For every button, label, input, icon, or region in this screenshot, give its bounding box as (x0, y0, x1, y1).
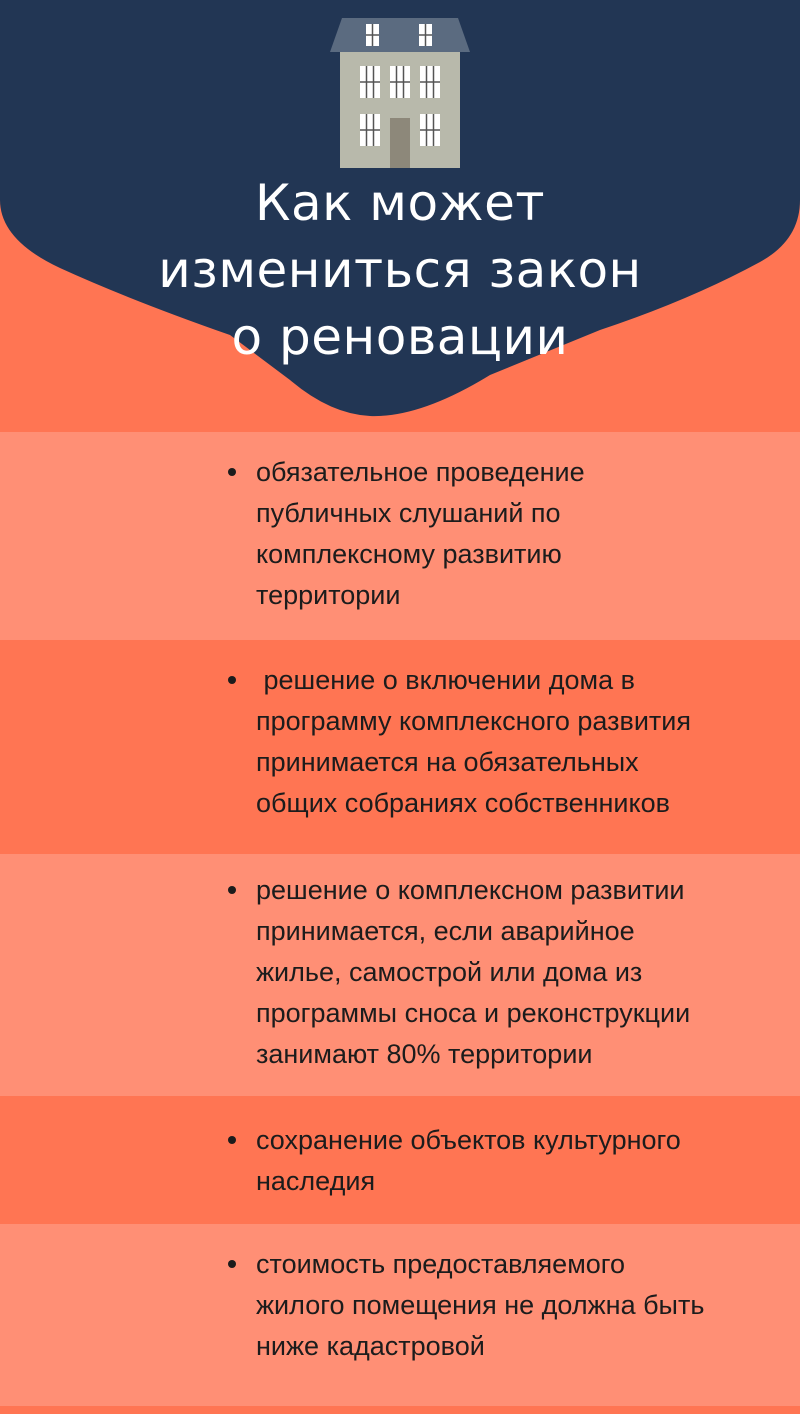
text-line: сохранение объектов культурного (256, 1125, 681, 1155)
list-item-text (228, 1244, 788, 1367)
list-item-text (228, 660, 788, 824)
text-line: территории (256, 580, 401, 610)
text-line: программы сноса и реконструкции (256, 998, 691, 1028)
text-line: занимают 80% территории (256, 1039, 593, 1069)
text-line: наследия (256, 1166, 376, 1196)
text-line: решение о включении дома в (256, 665, 635, 695)
list-item-text (228, 452, 788, 616)
list-item (0, 854, 800, 1096)
footer-strip (0, 1406, 800, 1414)
bullet-icon (228, 468, 236, 476)
page-title (0, 170, 800, 371)
bullet-icon (228, 1260, 236, 1268)
bullet-icon (228, 676, 236, 684)
list-item (0, 432, 800, 640)
bullet-icon (228, 1136, 236, 1144)
text-line: общих собраниях собственников (256, 788, 670, 818)
title-line-3: о реновации (231, 308, 569, 366)
text-line: программу комплексного развития (256, 706, 691, 736)
bullet-icon (228, 886, 236, 894)
text-line: ниже кадастровой (256, 1331, 485, 1361)
title-line-1: Как может (255, 174, 545, 232)
text-line: стоимость предоставляемого (256, 1249, 626, 1279)
text-line: принимается на обязательных (256, 747, 639, 777)
building-icon (330, 18, 470, 168)
text-line: комплексному развитию (256, 539, 562, 569)
text-line: обязательное проведение (256, 457, 585, 487)
title-line-2: измениться закон (158, 241, 642, 299)
text-line: принимается, если аварийное (256, 916, 635, 946)
text-line: публичных слушаний по (256, 498, 561, 528)
list-item (0, 1096, 800, 1224)
text-line: решение о комплексном развитии (256, 875, 685, 905)
list-item (0, 1224, 800, 1406)
list-item (0, 640, 800, 854)
text-line: жилье, самострой или дома из (256, 957, 643, 987)
text-line: жилого помещения не должна быть (256, 1290, 705, 1320)
list-item-text (228, 1120, 788, 1202)
header (0, 0, 800, 432)
list-item-text (228, 870, 788, 1075)
